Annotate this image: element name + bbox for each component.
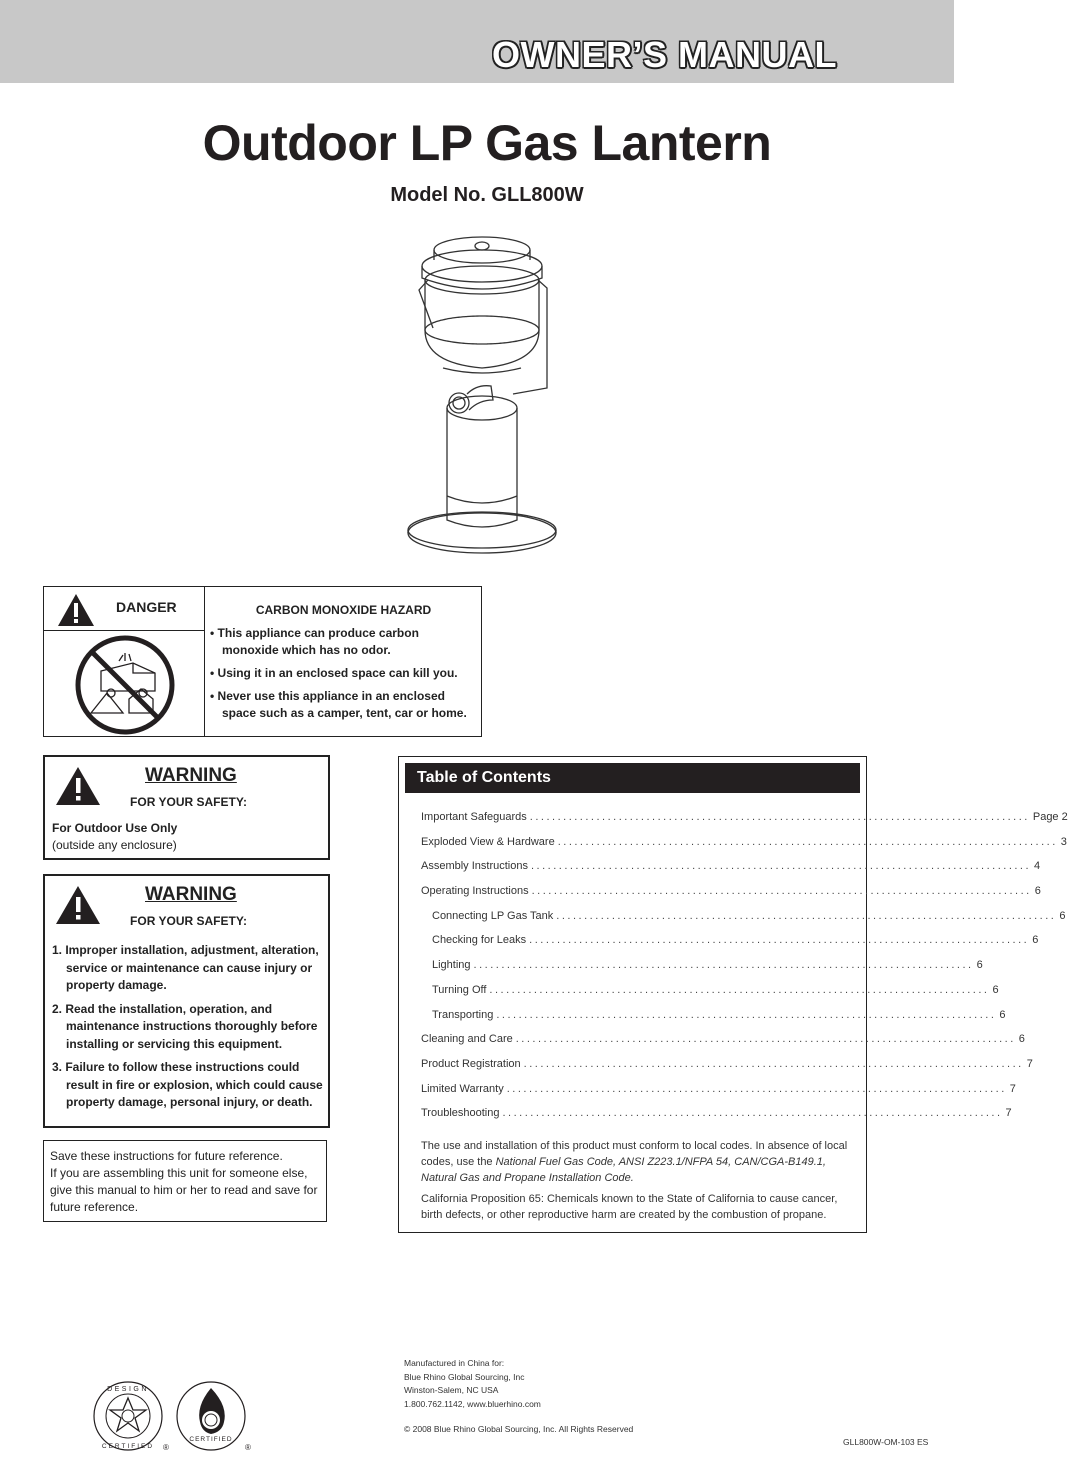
mfg-line: Blue Rhino Global Sourcing, Inc (404, 1371, 525, 1382)
toc-leader: .......................................................................................... (557, 835, 1058, 848)
save-instructions-note (43, 1140, 327, 1222)
cert2-text: CERTIFIED (189, 1436, 233, 1443)
danger-item: • This appliance can produce carbon monoxide which has no odor. (210, 626, 419, 657)
toc-entry-page: 6 (1059, 909, 1066, 922)
toc-leader: .......................................................................................... (529, 934, 1030, 947)
danger-notice (43, 586, 482, 737)
warning-installation (43, 874, 330, 1128)
toc-header-bar (405, 763, 860, 793)
mfg-line: 1.800.762.1142, www.bluerhino.com (404, 1398, 541, 1409)
prop65-note: California Proposition 65: Chemicals known to the State of California to cause cancer, birth defects, or other reproductive harm are created by the combustion of propane. (421, 1193, 838, 1221)
lantern-illustration (395, 228, 585, 588)
document-number: GLL800W-OM-103 ES (843, 1437, 929, 1447)
toc-leader: .......................................................................................... (529, 811, 1030, 823)
toc-leader: .......................................................................................... (556, 909, 1057, 922)
danger-item: • Using it in an enclosed space can kill you. (210, 666, 458, 680)
local-codes-text: The use and installation of this product must conform to local codes. In absence of local codes, use the (421, 1140, 848, 1168)
warning-outdoor-use (43, 755, 330, 860)
toc-entry[interactable] (421, 835, 1067, 861)
danger-triangle-icon (56, 592, 96, 628)
danger-text-panel (206, 587, 481, 736)
no-enclosed-space-icon (71, 633, 181, 737)
warning-heading: WARNING (145, 765, 237, 786)
design-certified-seal-icon (92, 1378, 172, 1454)
registered-mark: ® (245, 1443, 251, 1452)
toc-entry[interactable] (421, 811, 1068, 836)
table-of-contents (398, 756, 1068, 1233)
danger-hazard-title: CARBON MONOXIDE HAZARD (255, 603, 432, 617)
mfg-line: Manufactured in China for: (404, 1358, 505, 1368)
danger-item: • Never use this appliance in an enclosed space such as a camper, tent, car or home. (210, 689, 467, 720)
toc-entry[interactable] (421, 959, 983, 984)
toc-leader: .......................................................................................... (523, 1057, 1024, 1070)
toc-entry-page: Page 2 (1032, 811, 1068, 823)
toc-entry-page: 3 (1060, 835, 1067, 848)
toc-entry-page: 7 (1005, 1107, 1012, 1120)
local-codes-reference: National Fuel Gas Code, ANSI Z223.1/NFPA 54, CAN/CGA-B149.1, Natural Gas and Propane Installation Code. (421, 1156, 826, 1184)
toc-entry-label: Cleaning and Care (421, 1033, 513, 1046)
toc-title: Table of Contents (417, 769, 551, 786)
toc-entry-label: Operating Instructions (421, 885, 529, 898)
warning-item: 1. Improper installation, adjustment, alteration, service or maintenance can cause injury or property damage. (52, 943, 319, 992)
warning-subheading: FOR YOUR SAFETY: (130, 795, 247, 809)
cert1-bottom-text: CERTIFIED (101, 1443, 155, 1450)
outside-enclosure: (outside any enclosure) (52, 838, 177, 852)
mfg-line: Winston-Salem, NC USA (404, 1385, 499, 1395)
warning-subheading: FOR YOUR SAFETY: (130, 914, 247, 928)
local-codes-note (421, 1138, 851, 1186)
toc-entry-label: Product Registration (421, 1057, 521, 1070)
toc-entry[interactable] (421, 1008, 1006, 1034)
toc-entry[interactable] (421, 885, 1041, 910)
toc-leader: .......................................................................................... (515, 1033, 1016, 1046)
toc-leader: .......................................................................................... (489, 983, 990, 996)
toc-leader: .......................................................................................... (502, 1107, 1003, 1120)
toc-leader: .......................................................................................... (531, 885, 1032, 898)
toc-entry[interactable] (421, 860, 1041, 885)
toc-entry-page: 7 (1026, 1057, 1033, 1070)
toc-list (421, 811, 1068, 1132)
toc-entry-label: Transporting (432, 1008, 494, 1021)
manual-header-title: OWNER’S MANUAL (492, 34, 837, 75)
toc-entry-page: 4 (1034, 860, 1041, 873)
toc-leader: .......................................................................................... (506, 1082, 1007, 1095)
toc-entry[interactable] (421, 1082, 1016, 1108)
toc-entry[interactable] (421, 1107, 1012, 1132)
danger-left-panel (44, 587, 205, 736)
toc-entry-label: Turning Off (432, 983, 487, 996)
toc-entry[interactable] (421, 934, 1039, 959)
toc-entry-page: 7 (1009, 1082, 1016, 1095)
toc-entry[interactable] (421, 1033, 1025, 1058)
outdoor-use-only: For Outdoor Use Only (52, 821, 178, 835)
product-title: Outdoor LP Gas Lantern (202, 115, 772, 171)
toc-entry-label: Lighting (432, 959, 471, 972)
toc-entry-label: Important Safeguards (421, 811, 527, 823)
toc-entry-label: Exploded View & Hardware (421, 835, 555, 848)
copyright: © 2008 Blue Rhino Global Sourcing, Inc. All Rights Reserved (404, 1424, 634, 1434)
model-number: Model No. GLL800W (390, 184, 584, 206)
toc-entry-page: 6 (999, 1008, 1006, 1021)
toc-leader: .......................................................................................... (530, 860, 1032, 873)
warning-heading: WARNING (145, 884, 237, 905)
toc-entry-label: Limited Warranty (421, 1082, 504, 1095)
toc-entry-page: 6 (992, 983, 999, 996)
toc-entry[interactable] (421, 983, 999, 1009)
toc-entry-label: Connecting LP Gas Tank (432, 909, 554, 922)
save-note-line1: Save these instructions for future reference. (50, 1149, 283, 1163)
warning-list (52, 942, 328, 1118)
toc-entry-label: Checking for Leaks (432, 934, 527, 947)
toc-entry[interactable] (421, 1057, 1033, 1083)
toc-entry-page: 6 (976, 959, 983, 972)
certified-flame-seal-icon (174, 1378, 254, 1454)
toc-entry-label: Troubleshooting (421, 1107, 500, 1120)
toc-entry-page: 6 (1032, 934, 1039, 947)
registered-mark: ® (163, 1443, 169, 1452)
toc-leader: .......................................................................................... (496, 1008, 997, 1021)
danger-label: DANGER (116, 599, 177, 615)
toc-entry-page: 6 (1018, 1033, 1025, 1046)
danger-list (210, 625, 478, 728)
toc-entry[interactable] (421, 909, 1066, 935)
toc-entry-page: 6 (1034, 885, 1041, 898)
toc-entry-label: Assembly Instructions (421, 860, 528, 873)
toc-leader: .......................................................................................... (473, 959, 974, 972)
warning-item: 2. Read the installation, operation, and maintenance instructions thoroughly before installing or servicing this equipment. (52, 1001, 318, 1051)
warning-item: 3. Failure to follow these instructions could result in fire or explosion, which could cause property damage, personal injury, or death. (52, 1060, 323, 1109)
save-note-line2: If you are assembling this unit for someone else, give this manual to him or her to read and save for future reference. (50, 1166, 318, 1214)
danger-heading-row (44, 587, 205, 631)
manufacturer-info (404, 1357, 541, 1411)
cert1-top-text: DESIGN (107, 1386, 149, 1393)
